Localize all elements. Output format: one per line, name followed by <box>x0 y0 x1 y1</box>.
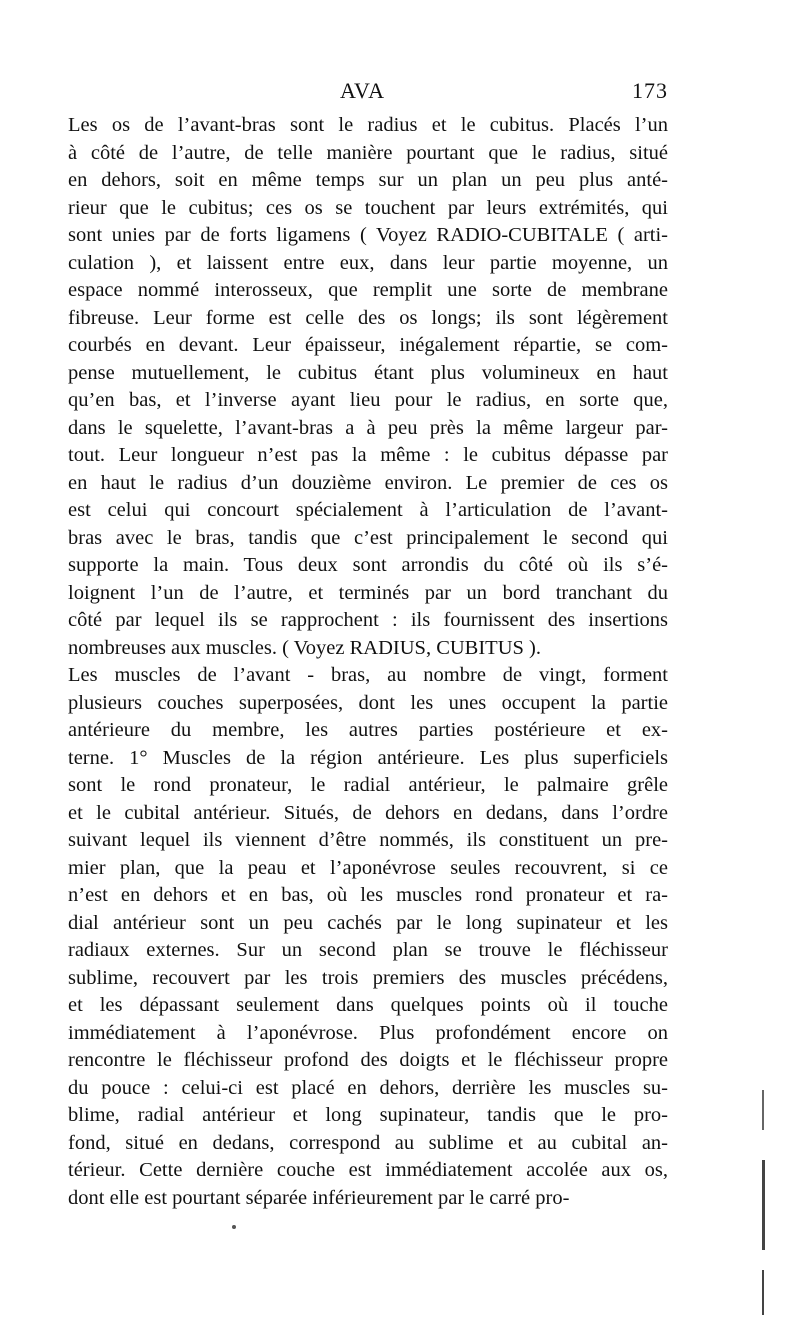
text-line: culation ), et laissent entre eux, dans leur partie moyenne, un <box>68 251 668 274</box>
text-line: en haut le radius d’un douzième environ. Le premier de ces os <box>68 471 668 494</box>
text-line: pense mutuellement, le cubitus étant plus volumineux en haut <box>68 361 668 384</box>
text-line: sont unies par de forts ligamens ( Voyez RADIO-CUBITALE ( arti- <box>68 224 668 246</box>
text-line: Les os de l’avant-bras sont le radius et le cubitus. Placés l’un <box>68 114 668 136</box>
text-line: rieur que le cubitus; ces os se touchent par leurs extrémités, qui <box>68 196 668 219</box>
text-line: suivant lequel ils viennent d’être nommés, ils constituent un pre- <box>68 829 668 851</box>
text-line: sont le rond pronateur, le radial antérieur, le palmaire grêle <box>68 774 668 796</box>
text-line: loignent l’un de l’autre, et terminés par un bord tranchant du <box>68 581 668 604</box>
text-line: dont elle est pourtant séparée inférieurement par le carré pro- <box>68 1186 570 1209</box>
page-number: 173 <box>632 78 668 103</box>
text-line: terne. 1° Muscles de la région antérieure. Les plus superficiels <box>68 746 668 769</box>
page <box>68 78 668 1212</box>
text-line: dans le squelette, l’avant-bras a à peu près la même largeur par- <box>68 416 668 439</box>
text-line: immédiatement à l’aponévrose. Plus profondément encore on <box>68 1021 668 1044</box>
text-line: et les dépassant seulement dans quelques points où il touche <box>68 994 668 1016</box>
text-line: n’est en dehors et en bas, où les muscles rond pronateur et ra- <box>68 884 668 906</box>
text-line: fond, situé en dedans, correspond au sublime et au cubital an- <box>68 1131 668 1154</box>
text-line: antérieure du membre, les autres parties postérieure et ex- <box>68 719 668 741</box>
text-line: espace nommé interosseux, que remplit une sorte de membrane <box>68 279 668 301</box>
text-line: plusieurs couches superposées, dont les unes occupent la partie <box>68 691 668 714</box>
text-line: et le cubital antérieur. Situés, de dehors en dedans, dans l’ordre <box>68 801 668 824</box>
running-title: AVA <box>340 78 385 103</box>
text-line: supporte la main. Tous deux sont arrondis du côté où ils s’é- <box>68 554 668 576</box>
text-line: nombreuses aux muscles. ( Voyez RADIUS, CUBITUS ). <box>68 636 541 659</box>
text-line: à côté de l’autre, de telle manière pourtant que le radius, situé <box>68 141 668 164</box>
text-line: côté par lequel ils se rapprochent : ils fournissent des insertions <box>68 609 668 631</box>
text-line: est celui qui concourt spécialement à l’articulation de l’avant- <box>68 499 668 521</box>
text-line: radiaux externes. Sur un second plan se trouve le fléchisseur <box>68 939 668 961</box>
ink-spot <box>232 1225 236 1229</box>
text-line: sublime, recouvert par les trois premiers des muscles précédens, <box>68 966 668 989</box>
text-line: mier plan, que la peau et l’aponévrose seules recouvrent, si ce <box>68 856 668 879</box>
text-line: fibreuse. Leur forme est celle des os longs; ils sont légèrement <box>68 306 668 329</box>
text-line: qu’en bas, et l’inverse ayant lieu pour le radius, en sorte que, <box>68 389 668 411</box>
running-header <box>68 78 668 112</box>
text-line: dial antérieur sont un peu cachés par le long supinateur et les <box>68 911 668 934</box>
text-line: courbés en devant. Leur épaisseur, inégalement répartie, se com- <box>68 334 668 356</box>
text-line: du pouce : celui-ci est placé en dehors, derrière les muscles su- <box>68 1076 668 1099</box>
text-line: blime, radial antérieur et long supinateur, tandis que le pro- <box>68 1104 668 1126</box>
text-line: en dehors, soit en même temps sur un plan un peu plus anté- <box>68 169 668 191</box>
paragraph-forearm-bones <box>68 112 668 662</box>
margin-marks <box>756 1090 770 1320</box>
text-line: Les muscles de l’avant - bras, au nombre de vingt, forment <box>68 664 668 686</box>
text-line: rencontre le fléchisseur profond des doigts et le fléchisseur propre <box>68 1049 668 1071</box>
text-line: térieur. Cette dernière couche est immédiatement accolée aux os, <box>68 1159 668 1181</box>
text-line: bras avec le bras, tandis que c’est principalement le second qui <box>68 526 668 549</box>
paragraph-forearm-muscles <box>68 662 668 1212</box>
text-line: tout. Leur longueur n’est pas la même : le cubitus dépasse par <box>68 444 668 466</box>
